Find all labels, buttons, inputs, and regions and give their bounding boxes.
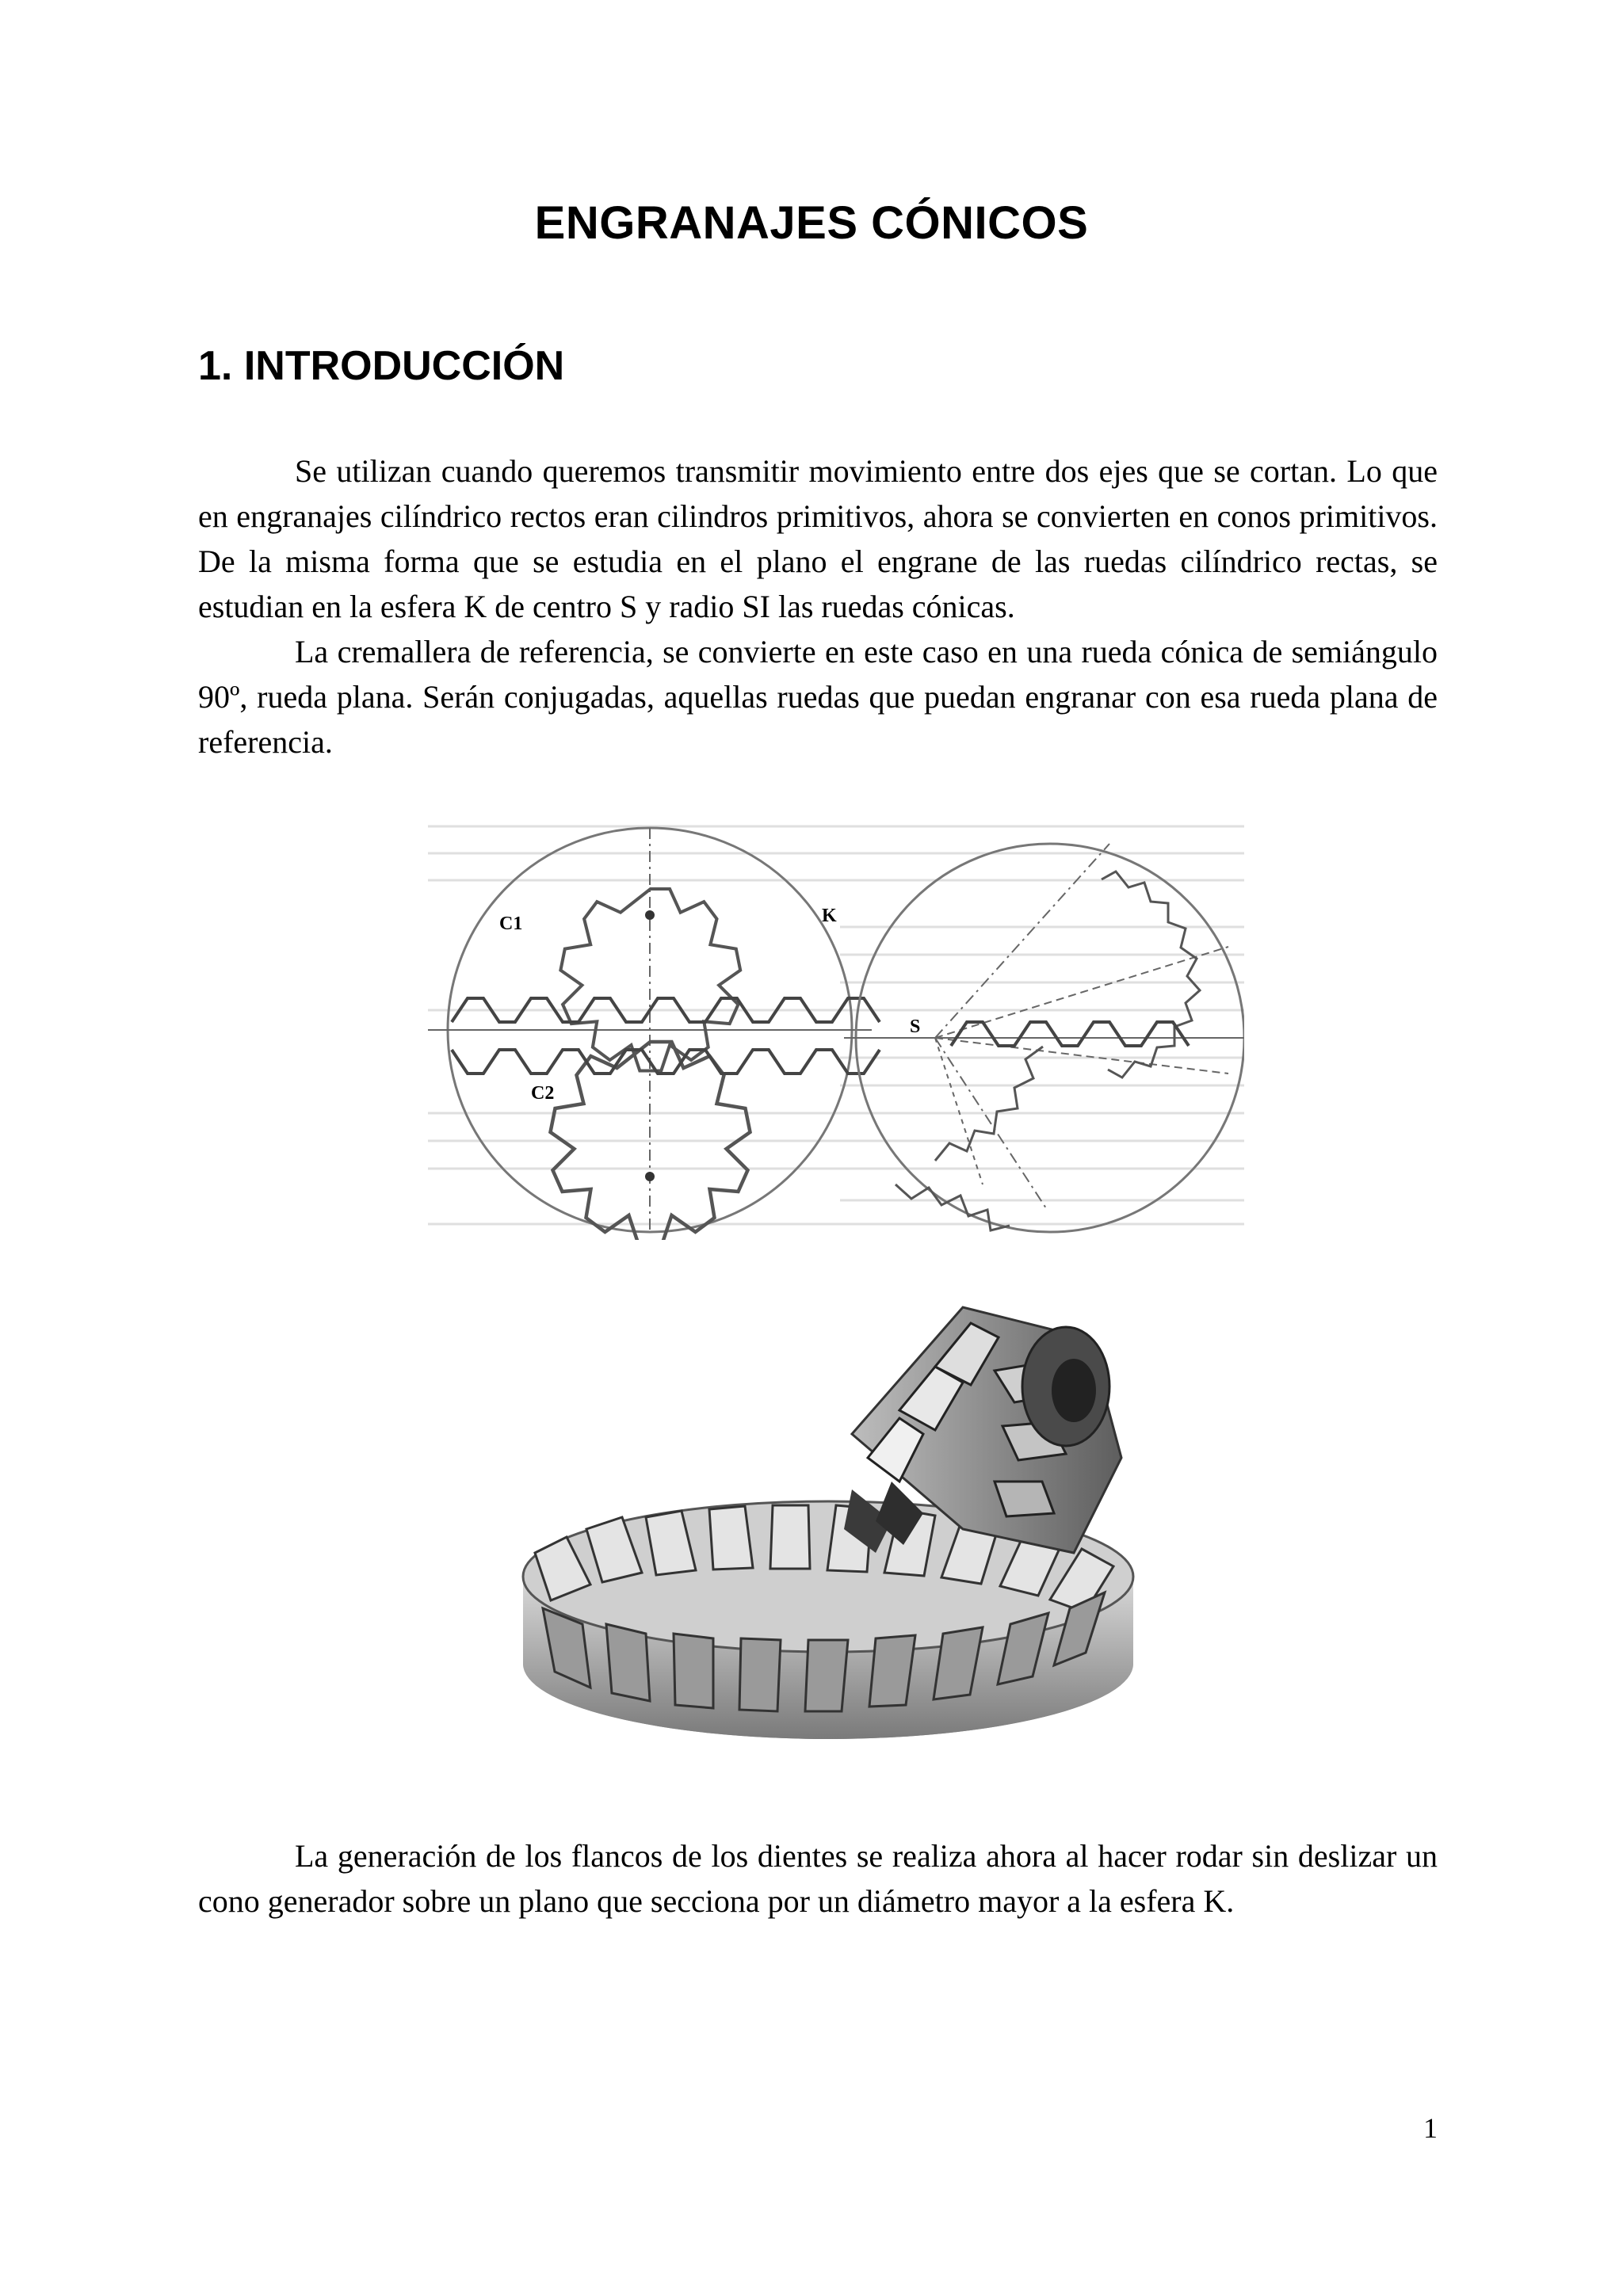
page-title: ENGRANAJES CÓNICOS [534, 197, 1089, 249]
spherical-gear-diagram [428, 812, 1244, 1240]
paragraph-rack: La cremallera de referencia, se convierte en este caso en una rueda cónica de semiángulo 90º, rueda plana. Serán conjugadas, aquellas ruedas que puedan engranar con esa rueda plana de referencia. [198, 634, 1438, 760]
page-number: 1 [1423, 2112, 1438, 2144]
label-c2: C2 [531, 1083, 555, 1104]
section-heading: 1. INTRODUCCIÓN [198, 343, 565, 389]
paragraph-intro: Se utilizan cuando queremos transmitir movimiento entre dos ejes que se cortan. Lo que en engranajes cilíndrico rectos eran cilindros primitivos, ahora se convierten en conos primitivos. De la misma forma que se estudia en el plano el engrane de las ruedas cilíndrico rectas, se estudian en la esfera K de centro S y radio SI las ruedas cónicas. [198, 453, 1438, 624]
label-k: K [822, 906, 837, 926]
label-c1: C1 [499, 913, 523, 934]
paragraph-generation: La generación de los flancos de los dientes se realiza ahora al hacer rodar sin deslizar un cono generador sobre un plano que secciona por un diámetro mayor a la esfera K. [198, 1838, 1438, 1919]
label-s: S [910, 1016, 921, 1037]
bevel-gear-illustration [519, 1291, 1137, 1751]
